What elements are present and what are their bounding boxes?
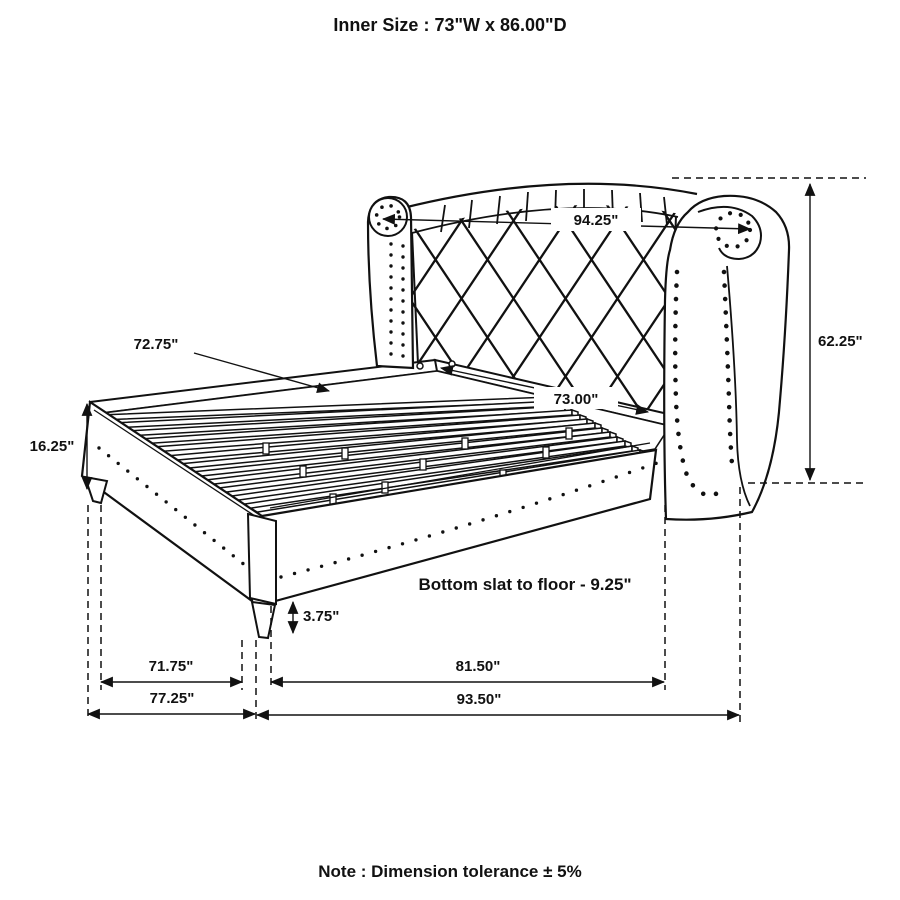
- right-wing: [664, 196, 789, 520]
- screw-hole: [417, 363, 423, 369]
- dim-foot-outer-width: 77.25": [149, 690, 195, 707]
- corner-post: [248, 514, 276, 604]
- label-bottom-slat-to-floor: Bottom slat to floor - 9.25": [418, 575, 632, 594]
- dim-headboard-height: 62.25": [818, 333, 863, 350]
- dim-platform-length: 81.50": [455, 658, 501, 675]
- dim-overall-length: 93.50": [456, 691, 502, 708]
- dim-inner-width: 73.00": [553, 391, 599, 408]
- screw-hole: [449, 361, 455, 367]
- title-inner-size: Inner Size : 73"W x 86.00"D: [333, 15, 567, 35]
- note-tolerance: Note : Dimension tolerance ± 5%: [318, 862, 582, 881]
- left-leg: [85, 477, 107, 503]
- dim-headboard-width: 94.25": [573, 212, 619, 229]
- dim-leg-height: 3.75": [303, 608, 340, 625]
- dim-slat-length: 72.75": [133, 336, 179, 353]
- left-wing: [368, 197, 413, 368]
- dim-foot-inner-width: 71.75": [148, 658, 194, 675]
- dim-rail-height: 16.25": [29, 438, 75, 455]
